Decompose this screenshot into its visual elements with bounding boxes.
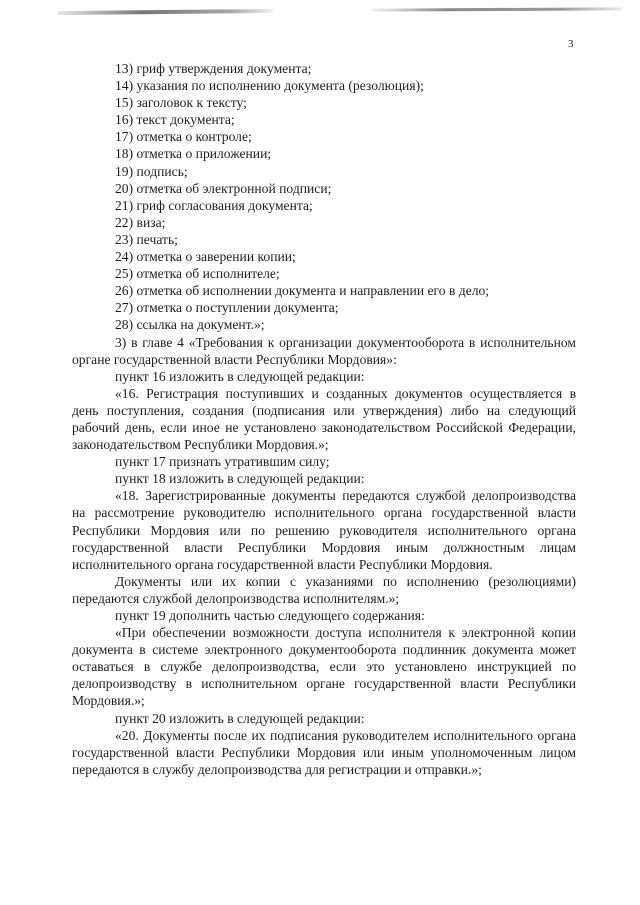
list-item: 13) гриф утверждения документа; <box>115 61 312 76</box>
point16-heading: пункт 16 изложить в следующей редакции: <box>115 368 365 384</box>
list-item: 18) отметка о приложении; <box>115 146 272 162</box>
list-item: 19) подпись; <box>115 163 188 179</box>
list-item: 25) отметка об исполнителе; <box>115 266 280 282</box>
list-item: 20) отметка об электронной подписи; <box>115 180 332 196</box>
list-item: 15) заголовок к тексту; <box>115 95 247 111</box>
chapter4-intro: 3) в главе 4 «Требования к организации документооборота в исполнительном органе государственной власти Республики Мордовия»: <box>72 334 576 367</box>
list-item: 24) отметка о заверении копии; <box>115 249 296 265</box>
point20-heading: пункт 20 изложить в следующей редакции: <box>115 710 365 726</box>
scan-artifact-left <box>58 9 273 15</box>
list-item: 27) отметка о поступлении документа; <box>115 300 339 316</box>
list-item: 26) отметка об исполнении документа и направлении его в дело; <box>115 283 490 299</box>
point16-text: «16. Регистрация поступивших и созданных документов осуществляется в день поступления, создания (подписания или утверждения) либо на следующий рабочий день, если иное не установлено законодательством Российской Федерации, законодательством Республики Мордовия.»; <box>72 385 576 453</box>
list-item: 14) указания по исполнению документа (резолюция); <box>115 78 424 94</box>
point19-text: «При обеспечении возможности доступа исполнителя к электронной копии документа в системе электронного документооборота подлинник документа может оставаться в службе делопроизводства, если это установлено инструкцией по делопроизводству в исполнительном органе государственной власти Республики Мордовия.»; <box>72 625 576 709</box>
list-item: 17) отметка о контроле; <box>115 129 252 145</box>
page-number: 3 <box>568 38 574 50</box>
list-item: 16) текст документа; <box>115 112 235 128</box>
list-item: 23) печать; <box>115 231 178 247</box>
document-body <box>72 60 576 778</box>
point18-text-part2: Документы или их копии с указаниями по исполнению (резолюциями) передаются службой делопроизводства исполнителям.»; <box>72 573 576 606</box>
scan-artifact-right <box>372 7 622 11</box>
point20-text: «20. Документы после их подписания руководителем исполнительного органа государственной власти Республики Мордовия или иным уполномоченным лицом передаются в службу делопроизводства для регистрации и отправки.»; <box>72 727 576 777</box>
list-item: 28) ссылка на документ.»; <box>115 317 265 333</box>
point17-heading: пункт 17 признать утратившим силу; <box>115 454 330 470</box>
element-list <box>72 60 576 334</box>
point18-text: «18. Зарегистрированные документы передаются службой делопроизводства на рассмотрение руководителю исполнительного органа государственной власти Республики Мордовия или по решению руководителя исполнительного органа государственной власти Республики Мордовия иным должностным лицам исполнительного органа государственной власти Республики Мордовия. <box>72 488 576 572</box>
list-item: 21) гриф согласования документа; <box>115 197 313 213</box>
point18-heading: пункт 18 изложить в следующей редакции: <box>115 471 365 487</box>
point19-heading: пункт 19 дополнить частью следующего содержания: <box>115 608 425 623</box>
list-item: 22) виза; <box>115 214 166 230</box>
